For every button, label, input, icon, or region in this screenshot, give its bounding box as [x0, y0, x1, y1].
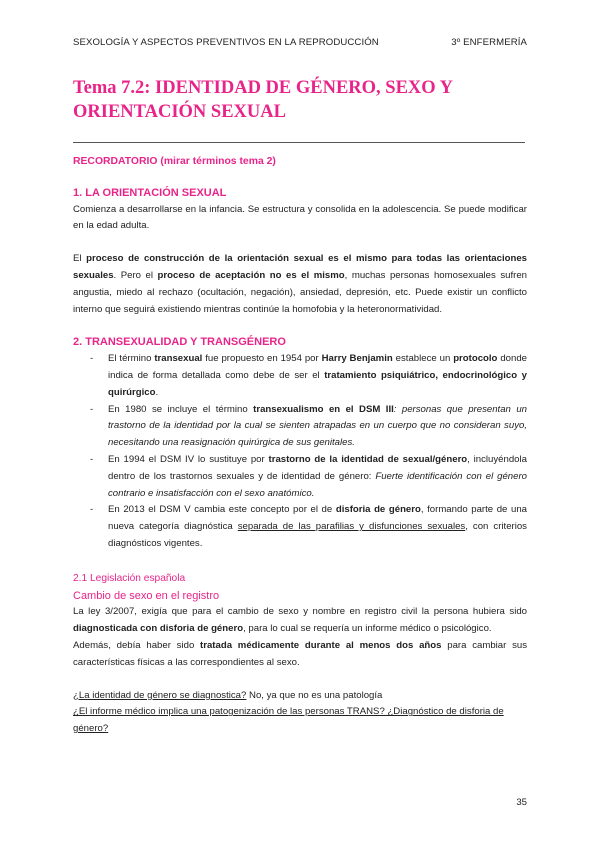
text-run: Además, debía haber sido [73, 639, 201, 651]
list-item [73, 402, 527, 452]
question-text: ¿La identidad de género se diagnostica? [73, 689, 247, 701]
header-right: 3º ENFERMERÍA [451, 37, 527, 48]
title-divider [73, 142, 525, 143]
bold-run: trastorno de la identidad de sexual/género [268, 453, 468, 465]
text-run: El término [108, 353, 155, 365]
text-run: La ley 3/2007, exigía que para el cambio de sexo y nombre en registro civil la persona hubiera sido [73, 606, 527, 618]
text-run: fue propuesto en 1954 por [202, 353, 322, 365]
section1-heading: 1. LA ORIENTACIÓN SEXUAL [73, 186, 227, 199]
bold-run: transexualismo en el DSM III [253, 403, 394, 415]
page-number: 35 [516, 797, 527, 808]
answer-text: No, ya que no es una patología [246, 689, 383, 701]
bold-run: proceso de construcción de la orientación sexual es el mismo para todas las orientaciones sexuales [73, 253, 528, 281]
list-item [73, 351, 527, 401]
bold-run: tratamiento psiquiátrico, endocrinológico y quirúrgico [108, 369, 527, 398]
question1 [73, 688, 527, 705]
text-run: , muchas personas homosexuales sufren angustia, miedo al rechazo (ocultación, negación), ansiedad, depresión, etc. Puede existir un conflicto interno que seguirá existiendo mientras continúe la homofobia y la heteronormatividad. [73, 269, 527, 315]
section1-paragraph1: Comienza a desarrollarse en la infancia. Se estructura y consolida en la adolescencia. Se puede modificar en la edad adulta. [73, 203, 527, 232]
text-run: , con criterios diagnósticos vigentes. [108, 521, 527, 549]
bold-run: disforia de género [335, 504, 421, 516]
text-run: . Pero el [113, 269, 158, 281]
bold-run: Harry Benjamin [321, 353, 393, 365]
underlined-run: separada de las parafilias y disfunciones sexuales [237, 521, 466, 533]
text-run: En 1994 el DSM IV lo sustituye por [108, 453, 269, 465]
text-run: En 1980 se incluye el término [108, 403, 254, 415]
italic-run: Fuerte identificación con el género contrario e insatisfacción con el sexo anatómico. [108, 470, 527, 499]
section21-paragraph1 [73, 604, 527, 638]
page-title: Tema 7.2: IDENTIDAD DE GÉNERO, SEXO Y ORIENTACIÓN SEXUAL [73, 78, 453, 122]
text-run: , incluyéndola dentro de los trastornos sexuales y de identidad de género: [108, 453, 527, 482]
question-text: ¿El informe médico implica una patogenización de las personas TRANS? ¿Diagnóstico de disforia de género? [73, 706, 504, 735]
text-run: En 2013 el DSM V cambia este concepto por el de [108, 504, 336, 516]
bold-run: protocolo [453, 353, 498, 365]
reminder-heading: RECORDATORIO (mirar términos tema 2) [73, 156, 276, 167]
text-run: establece un [392, 353, 454, 365]
text-run: . [155, 386, 159, 398]
italic-run: : personas que presentan un trastorno de la identidad por la cual se sienten atrapadas en un cuerpo que no consideran suyo, necesitando una reasignación quirúrgica de sus genitales. [108, 403, 527, 449]
bold-run: diagnosticada con disforia de género [73, 623, 244, 635]
section2-heading: 2. TRANSEXUALIDAD Y TRANSGÉNERO [73, 336, 286, 349]
section21-paragraph2 [73, 638, 527, 672]
text-run: El [73, 253, 87, 265]
text-run: , para lo cual se requería un informe médico o psicológico. [243, 623, 492, 635]
question2 [73, 704, 527, 738]
section1-paragraph2 [73, 251, 527, 318]
bold-run: proceso de aceptación no es el mismo [157, 269, 345, 281]
bold-run: transexual [154, 353, 203, 365]
list-item [73, 452, 527, 502]
text-run: , formando parte de una nueva categoría diagnóstica [108, 504, 527, 533]
section2-list [73, 351, 527, 553]
document-body [73, 151, 527, 738]
section21-subheading: Cambio de sexo en el registro [73, 589, 220, 602]
section21-heading: 2.1 Legislación española [73, 572, 186, 584]
bold-run: tratada médicamente durante al menos dos años [200, 639, 442, 651]
text-run: donde indica de forma detallada como debe de ser el [108, 353, 527, 381]
list-item [73, 502, 527, 552]
header-left: SEXOLOGÍA Y ASPECTOS PREVENTIVOS EN LA REPRODUCCIÓN [73, 37, 379, 48]
text-run: para cambiar sus características físicas a las correspondientes al sexo. [73, 639, 527, 668]
